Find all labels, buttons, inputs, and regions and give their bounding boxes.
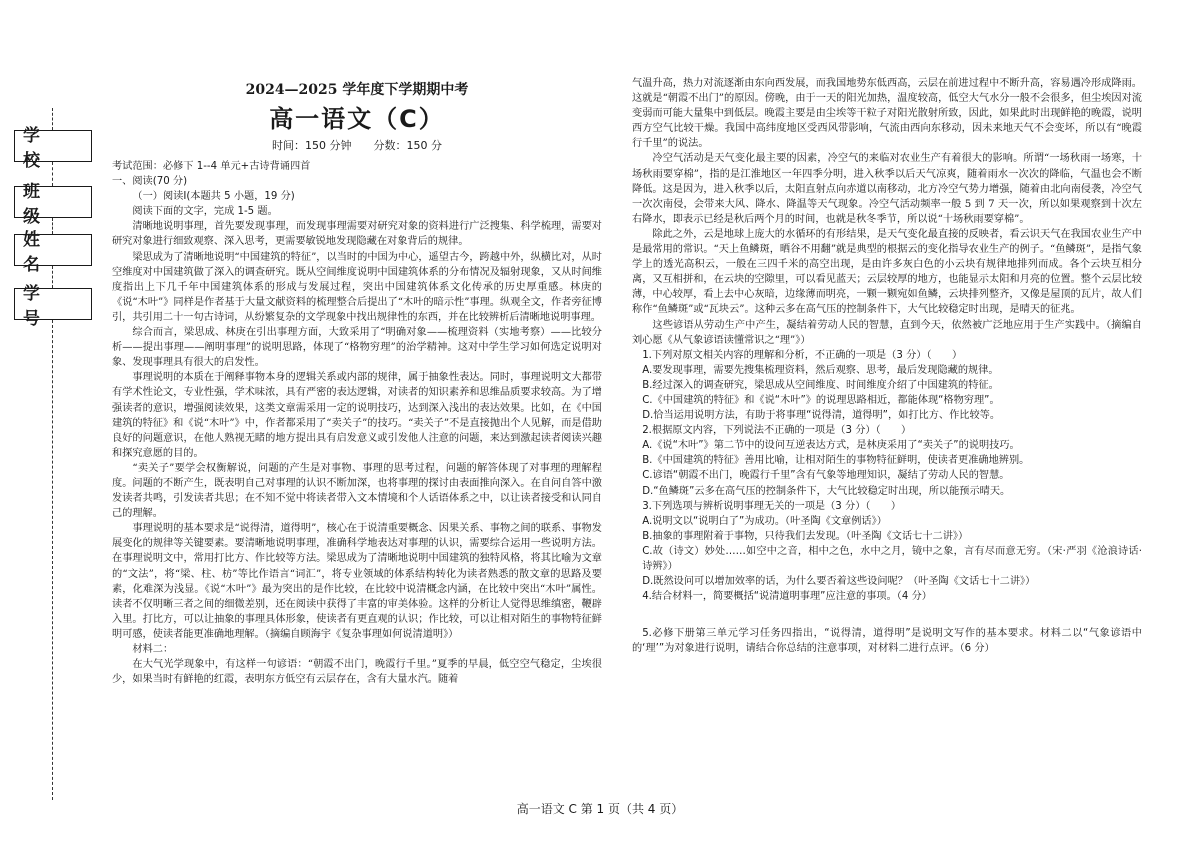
q2-option-c: C.谚语“朝霞不出门，晚霞行千里”含有气象等地理知识，凝结了劳动人民的智慧。: [642, 470, 1010, 482]
material2-paragraph: 这些谚语从劳动生产中产生，凝结着劳动人民的智慧，直到今天，依然被广泛地应用于生产实践中。（摘编自刘心愿《从气象谚语读懂常识之“理”》）: [632, 319, 1142, 346]
exam-title: 2024—2025 学年度下学期期中考: [245, 82, 469, 98]
binding-line: [52, 320, 53, 800]
material2-paragraph: 气温升高，热力对流逐渐由东向西发展，而我国地势东低西高，云层在前进过程中不断升高，容易遇冷形成降雨。这就是“朝霞不出门”的原因。傍晚，由于一天的阳光加热，温度较高，低空大气水分一般不会很多，但尘埃因对流变弱而可能大量集中到低层。晚霞主要是由尘埃等干粒子对阳光散射所致，因此，如果此时出现鲜艳的晚霞，说明西方空气比较干燥。我国中高纬度地区受西风带影响，气流由西向东移动，因未来地天气不会变坏，所以有“晚霞行千里”的说法。: [632, 78, 1142, 150]
exam-scope: 考试范围：必修下 1--4 单元+古诗背诵四首: [112, 161, 311, 172]
name-label: 姓 名: [14, 234, 92, 266]
question-3: 3.下列选项与辨析说明事理无关的一项是（3 分）（ ）: [642, 500, 902, 512]
material1-paragraph: 综合而言，梁思成、林庚在引出事理方面，大致采用了“明确对象——梳理资料（实地考察）——比较分析——提出事理——阐明事理”的说明思路，体现了“格物穷理”的治学精神。这对中学生学习如何选定说明对象、发现事理具有很大的启发性。: [112, 327, 602, 369]
right-column: [632, 76, 1142, 656]
question-2: 2.根据原文内容，下列说法不正确的一项是（3 分）（ ）: [642, 425, 912, 437]
q2-option-d: D.“鱼鳞斑”云多在高气压的控制条件下，大气比较稳定时出现，所以能预示晴天。: [642, 485, 1011, 497]
material2-paragraph: 在大气光学现象中，有这样一句谚语：“朝霞不出门，晚霞行千里。”夏季的早晨，低空空气稳定，尘埃很少，如果当时有鲜艳的红霞，表明东方低空有云层存在，含有大量水汽。随着: [112, 659, 602, 686]
material1-paragraph: 事理说明的基本要求是“说得清，道得明”，核心在于说清重要概念、因果关系、事物之间的联系、事物发展变化的规律等关键要素。要清晰地说明事理，准确科学地表达对事理的认识，需要综合运用一些说明方法。在事理说明文中，常用打比方、作比较等方法。梁思成为了清晰地说明中国建筑的独特风格，将其比喻为文章的“文法”，将“梁、柱、枋”等比作语言“词汇”，将专业领域的体系结构转化为读者熟悉的散文章的思路及要素，化难深为浅显。《说“木叶”》最为突出的是作比较，在比较中说清概念内涵，在比较中突出“木叶”属性。读者不仅明晰三者之间的细微差别，还在阅读中获得了丰富的审美体验。这样的分析让人觉得思维缜密，鞭辟入里。打比方，可以让抽象的事理具体形象，使读者有更直观的认识；作比较，可以让相对陌生的事物特征鲜明可感，使读者能更准确地理解。（摘编自顾海宇《复杂事理如何说清道明》）: [112, 523, 602, 640]
question-5: 5.必修下册第三单元学习任务四指出，“说得清，道得明”是说明文写作的基本要求。材料二以“气象谚语中的‘理’”为对象进行说明，请结合你总结的注意事项，对材料二进行点评。（6 分）: [632, 628, 1142, 655]
material2-paragraph: 冷空气活动是天气变化最主要的因素，冷空气的来临对农业生产有着很大的影响。所谓“一场秋雨一场寒，十场秋雨要穿棉”，指的是江淮地区一年四季分明，进入秋季以后天气凉爽，随着雨水一次次的降临，气温也会不断降低。这是因为，进入秋季以后，太阳直射点向赤道以南移动，北方冷空气势力增强，随着由北向南侵袭，冷空气一次次南侵，会带来大风、降水、降温等天气现象。冷空气活动频率一般 5 到 7 天一次，所以如果观察到十次左右降水，即表示已经是秋后两个月的时间，也就是秋冬季节，所以说“十场秋雨要穿棉”。: [632, 153, 1142, 225]
q1-option-b: B.经过深入的调查研究，梁思成从空间维度、时间维度介绍了中国建筑的特征。: [642, 379, 999, 391]
section-heading: 一、阅读(70 分): [112, 176, 188, 188]
q3-option-c: C.故（诗文）妙处……如空中之音，相中之色，水中之月，镜中之象，言有尽而意无穷。（宋·严羽《沧浪诗话·诗辨》）: [642, 545, 1142, 572]
material1-paragraph: 事理说明的本质在于阐释事物本身的逻辑关系或内部的规律，属于抽象性表达。同时，事理说明文大都带有学术性论文，专业性强，学术味浓，具有严密的表达逻辑，对读者的知识素养和思维品质要求较高。为了增强读者的意识，增强阅读效果，这类文章需采用一定的说明技巧，达到深入浅出的表达效果。比如，在《中国建筑的特征》和《说“木叶”》中，作者都采用了“卖关子”的技巧。“卖关子”不是直接抛出个人见解，而是借助良好的问题意识，在他人熟视无睹的地方提出具有启发意义或引发他人注意的问题，来达到激起读者阅读兴趣和探究意愿的目的。: [112, 372, 602, 459]
question-4: 4.结合材料一，简要概括“说清道明事理”应注意的事项。（4 分）: [642, 591, 932, 603]
exam-meta: 时间：150 分钟 分数：150 分: [272, 139, 442, 152]
school-label: 学 校: [14, 130, 92, 162]
material1-paragraph: 梁思成为了清晰地说明“中国建筑的特征”，以当时的中国为中心，遥望古今，跨越中外，纵横比对，从时空维度对中国建筑做了深入的调查研究。既从空间维度说明中国建筑体系的分布情况及辐射现象，又从时间维度指出上下几千年中国建筑体系的形成与发展过程，突出中国建筑体系文化传承的历史厚重感。林庚的《说“木叶”》同样是作者基于大量文献资料的梳理整合后提出了“木叶的暗示性”事理。纵观全文，作者旁征博引，共引用二十一句古诗词，从纷繁复杂的文学现象中找出规律性的东西，并在比较辨析后清晰地说明事理。: [112, 251, 602, 323]
q2-option-a: A.《说“木叶”》第二节中的设问互逆表达方式，是林庚采用了“卖关子”的说明技巧。: [642, 440, 1020, 452]
material1-paragraph: 清晰地说明事理，首先要发现事理，而发现事理需要对研究对象的资料进行广泛搜集、科学梳理，需要对研究对象进行细致观察、深入思考，更需要敏锐地发现隐藏在对象背后的规律。: [112, 221, 602, 248]
class-label: 班 级: [14, 186, 92, 218]
material1-paragraph: “卖关子”要学会权衡解说，问题的产生是对事物、事理的思考过程，问题的解答体现了对事理的理解程度。问题的不断产生，既表明自己对事理的认识不断加深，也将事理的探讨由表面推向深入。在自问自答中激发读者共鸣，引发读者共思；在不知不觉中将读者带入文本情境和个人话语体系之中，以让读者接受和认同自己的理解。: [112, 462, 602, 520]
q1-option-a: A.要发现事理，需要先搜集梳理资料，然后观察、思考，最后发现隐藏的规律。: [642, 364, 999, 376]
left-column: [112, 80, 602, 687]
q3-option-a: A.说明文以“说明白了”为成功。（叶圣陶《文章例话》）: [642, 515, 887, 527]
q2-option-b: B.《中国建筑的特征》善用比喻，让相对陌生的事物特征鲜明，使读者更准确地辨别。: [642, 455, 1030, 467]
q1-option-c: C.《中国建筑的特征》和《说“木叶”》的说理思路相近，都能体现“格物穷理”。: [642, 394, 1000, 406]
page-footer: 高一语文 C 第 1 页（共 4 页）: [516, 802, 684, 816]
instruction: 阅读下面的文字，完成 1-5 题。: [132, 206, 278, 218]
q3-option-d: D.既然设问可以增加效率的话，为什么要否着这些设问呢？（叶圣陶《文话七十二讲》）: [642, 576, 1036, 588]
q1-option-d: D.恰当运用说明方法，有助于将事理“说得清，道得明”，如打比方、作比较等。: [642, 410, 1001, 422]
material2-paragraph: 除此之外，云是地球上庞大的水循环的有形结果，是天气变化最直接的反映者，看云识天气在我国农业生产中是最常用的常识。“天上鱼鳞斑，晒谷不用翻”就是典型的根据云的变化指导农业生产的例子。“鱼鳞斑”，是指气象学上的透光高积云，一般在三四千米的高空出现，是由许多灰白色的小云块有规律地排列而成。各个云块互相分离，又互相拼和，在云块的空隙里，可以看见蓝天；云层较厚的地方，也能显示太阳和月亮的位置。整个云层比较薄，中心较厚，看上去中心灰暗，边缘薄而明亮，一颗一颗宛如鱼鳞，云块排列整齐，又像是屋顶的瓦片，故人们称作“鱼鳞斑”或“瓦块云”。这种云多在高气压的控制条件下，大气比较稳定时出现，是晴天的征兆。: [632, 228, 1142, 316]
q3-option-b: B.抽象的事理附着于事物，只待我们去发现。（叶圣陶《文话七十二讲》）: [642, 530, 969, 542]
subject-title: 高一语文（C）: [269, 105, 445, 133]
student-id-label: 学 号: [14, 288, 92, 320]
binding-strip: [0, 0, 100, 849]
question-1: 1.下列对原文相关内容的理解和分析，不正确的一项是（3 分）（ ）: [642, 349, 963, 361]
answer-space: [632, 604, 1142, 626]
material2-title: 材料二：: [132, 644, 174, 655]
part-heading: （一）阅读Ⅰ(本题共 5 小题，19 分): [132, 191, 295, 203]
